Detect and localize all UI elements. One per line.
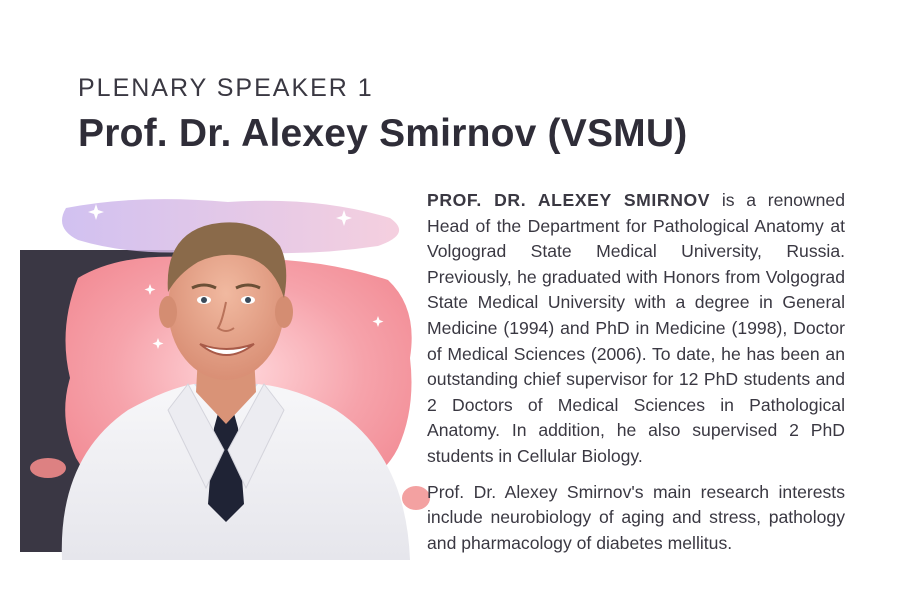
coral-accent (30, 458, 66, 478)
section-kicker: PLENARY SPEAKER 1 (78, 74, 374, 102)
bio-paragraph-1-text: is a renowned Head of the Department for Pathological Anatomy at Volgograd State Medical University, Russia. Previously, he graduated with Honors from Volgograd State Medical University with a degree in General Medicine (1994) and PhD in Medicine (1998), Doctor of Medical Sciences (2006). To date, he has been an outstanding chief supervisor for 12 PhD students and 2 Doctors of Medical Sciences in Pathological Anatomy. In addition, he also supervised 2 PhD students in Cellular Biology. (427, 190, 845, 466)
coral-accent (402, 486, 430, 510)
bio-paragraph-2: Prof. Dr. Alexey Smirnov's main research interests include neurobiology of aging and stress, pathology and pharmacology of diabetes mellitus. (427, 481, 845, 553)
speaker-bio (427, 188, 845, 566)
bio-name-lead: PROF. DR. ALEXEY SMIRNOV (427, 190, 711, 210)
speaker-photo (18, 188, 430, 560)
bio-paragraph-1 (427, 188, 845, 470)
speaker-title: Prof. Dr. Alexey Smirnov (VSMU) (78, 112, 688, 155)
